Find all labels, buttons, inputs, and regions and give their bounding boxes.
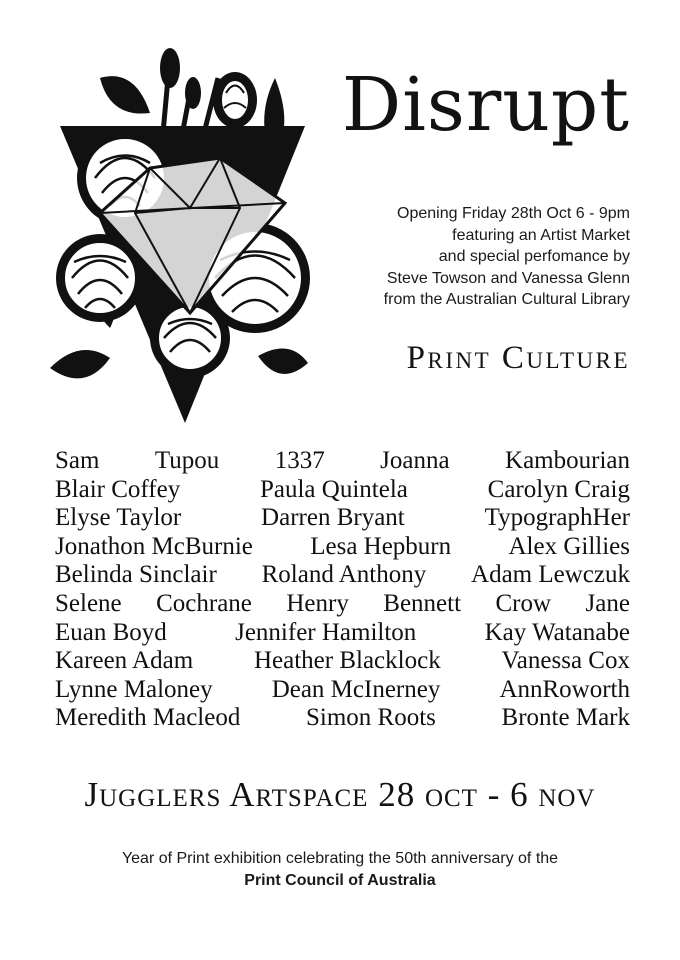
opening-details	[300, 203, 630, 311]
artist-row	[55, 590, 630, 619]
artist-name: Alex Gillies	[508, 532, 630, 560]
opening-line: and special perfomance by	[438, 248, 630, 265]
artist-name: Jane	[585, 589, 630, 617]
venue-dates: Jugglers Artspace 28 oct - 6 nov	[84, 775, 596, 814]
artist-name: Lesa Hepburn	[310, 532, 452, 560]
artist-name: Tupou	[154, 447, 220, 474]
artist-name: Elyse Taylor	[55, 504, 182, 532]
opening-line: Opening Friday 28th Oct 6 - 9pm	[397, 205, 630, 222]
artist-name: Adam Lewczuk	[471, 561, 630, 589]
artist-name: 1337	[274, 447, 325, 474]
opening-line: Steve Towson and Vanessa Glenn	[386, 269, 630, 287]
artist-name: Simon Roots	[306, 704, 436, 732]
artist-row	[55, 533, 630, 562]
artist-row	[55, 619, 630, 648]
artist-name: Sam	[55, 447, 100, 474]
artist-name: Jonathon McBurnie	[55, 532, 253, 560]
artist-name: Jennifer Hamilton	[235, 618, 417, 646]
artist-name: Paula Quintela	[259, 475, 408, 503]
artist-name: Kay Watanabe	[484, 618, 630, 646]
artist-name: Darren Bryant	[261, 504, 405, 532]
artist-row	[55, 704, 630, 733]
artist-name: Bennett	[383, 589, 462, 617]
artist-row	[55, 447, 630, 476]
artist-name: AnnRoworth	[499, 675, 630, 703]
rose-diamond-woodcut-icon	[40, 38, 315, 428]
print-council-name: Print Council of Australia	[244, 872, 436, 889]
opening-line: featuring an Artist Market	[452, 226, 630, 244]
artist-name: Carolyn Craig	[487, 475, 630, 503]
artist-name: Euan Boyd	[55, 618, 167, 646]
artist-name: Meredith Macleod	[55, 704, 241, 732]
artist-row	[55, 676, 630, 705]
artist-row	[55, 476, 630, 505]
artist-name: Kambourian	[505, 447, 630, 474]
artist-name: Vanessa Cox	[501, 647, 630, 675]
artist-name: Crow	[495, 589, 552, 617]
artist-list	[55, 447, 630, 733]
footer	[0, 848, 680, 892]
artist-name: Dean McInerney	[271, 675, 441, 703]
artist-name: Joanna	[380, 447, 450, 474]
artist-name: Lynne Maloney	[55, 675, 213, 703]
artist-name: Henry	[286, 589, 349, 617]
poster-title: Disrupt	[341, 62, 630, 148]
artist-name: TypographHer	[484, 504, 630, 532]
artist-name: Kareen Adam	[55, 647, 194, 675]
artist-name: Bronte Mark	[501, 704, 630, 732]
opening-line: from the Australian Cultural Library	[383, 291, 630, 308]
footer-line: Year of Print exhibition celebrating the 50th anniversary of the	[121, 850, 559, 867]
exhibition-subtitle: Print Culture	[406, 340, 630, 376]
artist-name: Heather Blacklock	[253, 647, 441, 675]
artist-name: Blair Coffey	[55, 475, 181, 503]
artist-name: Roland Anthony	[261, 561, 427, 589]
artist-row	[55, 647, 630, 676]
artist-name: Selene	[55, 589, 122, 617]
artist-name: Belinda Sinclair	[55, 561, 217, 589]
artist-name: Cochrane	[156, 589, 252, 617]
artist-row	[55, 504, 630, 533]
artist-row	[55, 561, 630, 590]
